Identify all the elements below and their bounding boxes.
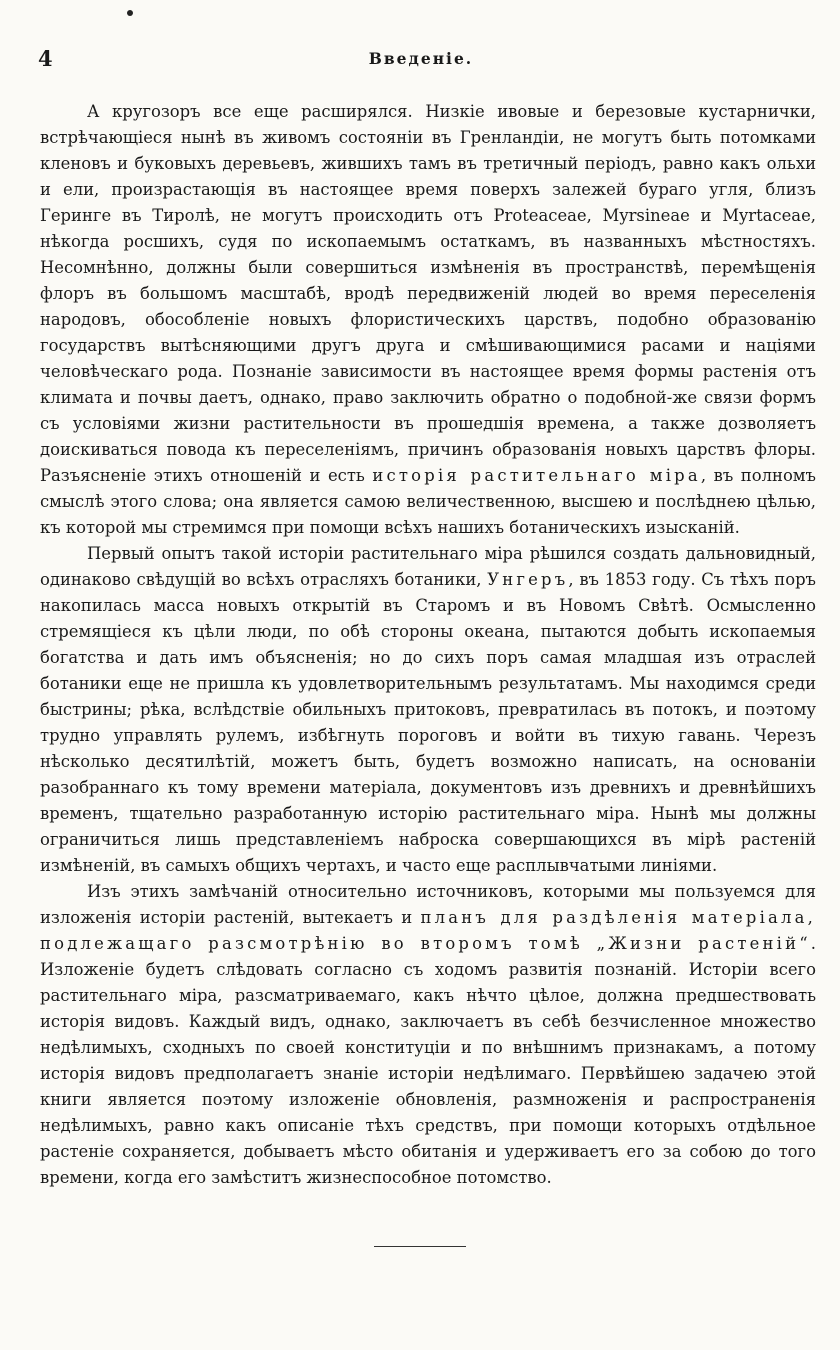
paragraph-text: Изъ этихъ замѣчаній относительно источниковъ, которыми мы пользуемся для изложенія исторіи растеній, вытекаетъ и [40,882,816,927]
paragraph-text: . Изложеніе будетъ слѣдовать согласно съ ходомъ развитія познаній. Исторіи всего растительнаго міра, разсматриваемаго, какъ нѣчто цѣлое, должна предшествовать исторія видовъ. Каждый видъ, однако, заключаетъ въ себѣ безчисленное множество недѣлимыхъ, сходныхъ по своей конституціи и по внѣшнимъ признакамъ, а потому исторія видовъ предполагаетъ знаніе исторіи недѣлимаго. Первѣйшею задачею этой книги является поэтому изложеніе обновленія, размноженія и распространенія недѣлимыхъ, равно какъ описаніе тѣхъ средствъ, при помощи которыхъ отдѣльное растеніе сохраняется, добываетъ мѣсто обитанія и удерживаетъ его за собою до того времени, когда его замѣститъ жизнеспособное потомство. [40,934,816,1187]
spaced-emphasis: Унгеръ [487,570,569,589]
section-end-rule [374,1246,466,1247]
paragraph-text: А кругозоръ все еще расширялся. Низкіе ивовые и березовые кустарнички, встрѣчающіеся нынѣ въ живомъ состояніи въ Гренландіи, не могутъ быть потомками кленовъ и буковыхъ деревьевъ, жившихъ тамъ въ третичный періодъ, равно какъ ольхи и ели, произрастающія въ настоящее время поверхъ залежей бураго угля, близъ Геринге въ Тиролѣ, не могутъ происходить отъ Proteaceae, Myrsineae и Myrtaceae, нѣкогда росшихъ, судя по ископаемымъ остаткамъ, въ названныхъ мѣстностяхъ. Несомнѣнно, должны были совершиться измѣненія въ пространствѣ, перемѣщенія флоръ въ большомъ масштабѣ, вродѣ передвиженій людей во время переселенія народовъ, обособленіе новыхъ флористическихъ царствъ, подобно образованію государствъ вытѣсняющими другъ друга и смѣшивающимися расами и націями человѣческаго рода. Познаніе зависимости въ настоящее время формы растенія отъ климата и почвы даетъ, однако, право заключить обратно о подобной-же связи формъ съ условіями жизни растительности въ прошедшія времена, а также дозволяетъ доискиваться повода къ переселеніямъ, причинъ образованія новыхъ царствъ флоры. Разъясненіе этихъ отношеній и есть [40,102,816,485]
ink-speck [127,10,133,16]
spaced-emphasis: исторія растительнаго міра [372,466,701,485]
paragraph-1 [40,99,816,541]
paragraph-text: , въ полномъ смыслѣ этого слова; она является самою величественною, высшею и послѣднею цѣлью, къ которой мы стремимся при помощи всѣхъ нашихъ ботаническихъ изысканій. [40,466,816,537]
page-number: 4 [38,46,53,71]
paragraph-text: , въ 1853 году. Съ тѣхъ поръ накопилась масса новыхъ открытій въ Старомъ и въ Новомъ Свѣтѣ. Осмысленно стремящіеся къ цѣли люди, по обѣ стороны океана, пытаются добыть ископаемыя богатства и дать имъ объясненія; но до сихъ поръ самая младшая изъ отраслей ботаники еще не пришла къ удовлетворительнымъ результатамъ. Мы находимся среди быстрины; рѣка, вслѣдствіе обильныхъ притоковъ, превратилась въ потокъ, и поэтому трудно управлять рулемъ, избѣгнуть пороговъ и войти въ тихую гавань. Черезъ нѣсколько десятилѣтій, можетъ быть, будетъ возможно написать, на основаніи разобраннаго къ тому времени матеріала, документовъ изъ древнихъ и древнѣйшихъ временъ, тщательно разработанную исторію растительнаго міра. Нынѣ мы должны ограничиться лишь представленіемъ наброска совершающихся въ мірѣ растеній измѣненій, въ самыхъ общихъ чертахъ, и часто еще расплывчатыми линіями. [40,570,816,875]
paragraph-2 [40,541,816,879]
page-header [38,46,804,74]
paragraph-3 [40,879,816,1191]
paragraph-text: Первый опытъ такой исторіи растительнаго міра рѣшился создать дальновидный, одинаково свѣдущій во всѣхъ отрасляхъ ботаники, [40,544,816,589]
spaced-emphasis: планъ для раздѣленія матеріала, подлежащаго разсмотрѣнію во второмъ томѣ „Жизни растеній“ [40,908,816,953]
running-head: Введеніе. [368,49,474,68]
body-text [40,99,816,1191]
